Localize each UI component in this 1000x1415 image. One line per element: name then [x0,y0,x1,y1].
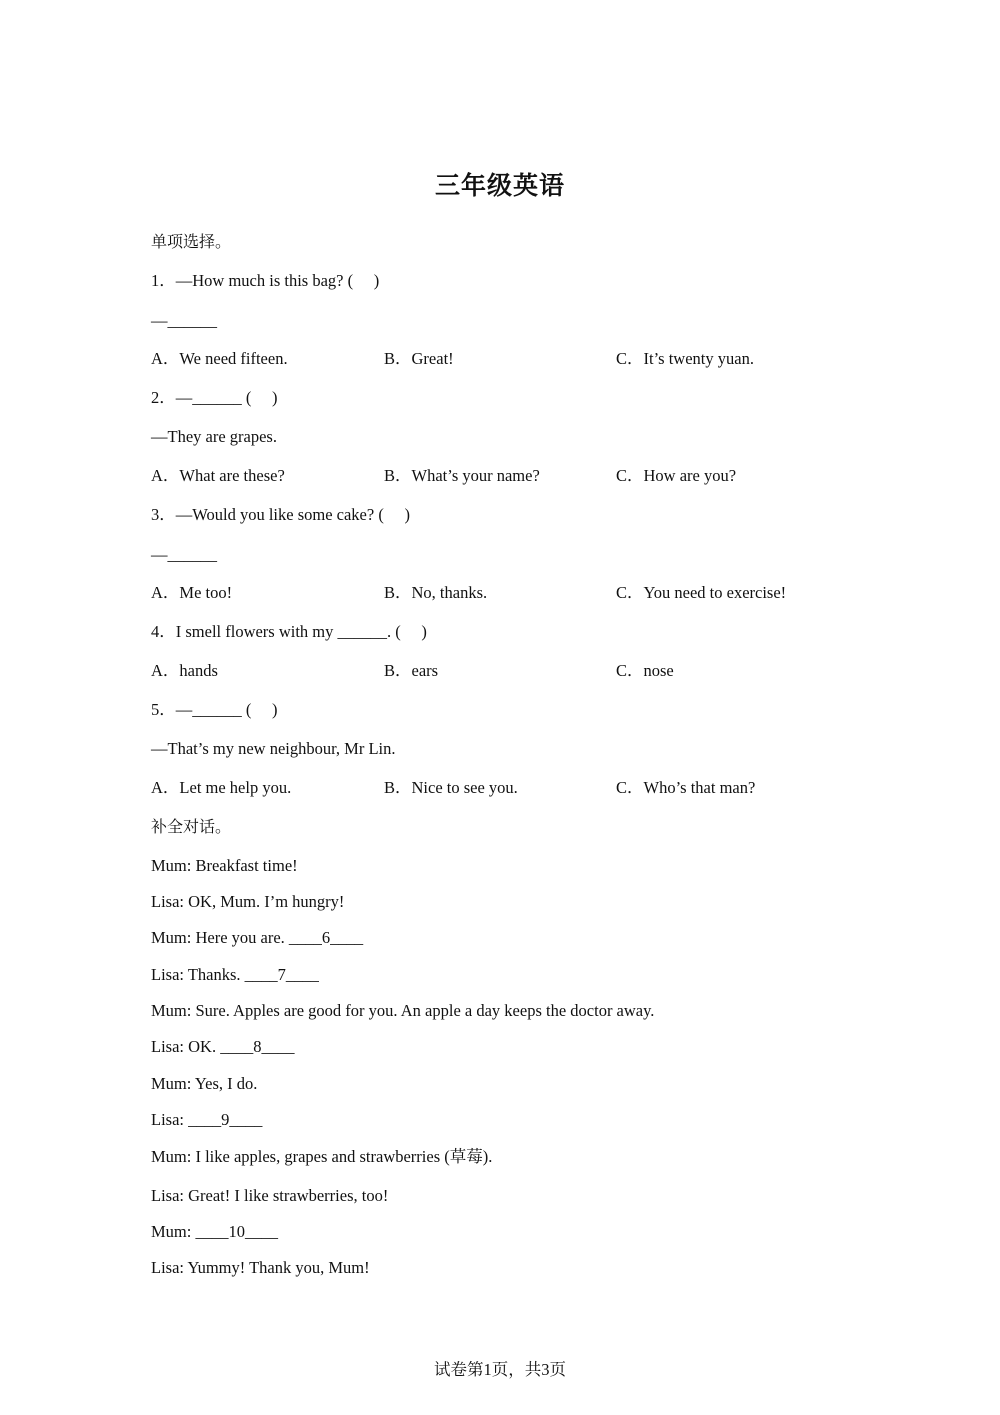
question-1-option-a: A．We need fifteen. [151,349,288,368]
question-3-response: —______ [151,545,217,564]
page-footer: 试卷第1页，共3页 [434,1360,566,1379]
question-3-option-b: B．No, thanks. [384,583,488,602]
question-2-option-c: C．How are you? [616,466,737,485]
question-1-option-b: B．Great! [384,349,454,368]
question-2-option-a: A．What are these? [151,466,285,485]
question-5-response: —That’s my new neighbour, Mr Lin. [151,739,396,758]
section-heading-single-choice: 单项选择。 [151,232,232,251]
question-2-stem: 2．—______ ( ) [151,388,278,407]
question-4-stem: 4．I smell flowers with my ______. ( ) [151,622,427,641]
dialogue-line: Mum: I like apples, grapes and strawberries (草莓). [151,1147,493,1166]
dialogue-line: Mum: ____10____ [151,1222,278,1241]
question-2-response: —They are grapes. [151,427,277,446]
question-4-option-c: C．nose [616,661,674,680]
dialogue-line: Mum: Sure. Apples are good for you. An apple a day keeps the doctor away. [151,1001,655,1020]
dialogue-line: Lisa: OK. ____8____ [151,1037,295,1056]
question-3-option-c: C．You need to exercise! [616,583,787,602]
dialogue-line: Lisa: Yummy! Thank you, Mum! [151,1258,370,1277]
dialogue-line: Lisa: Thanks. ____7____ [151,965,319,984]
dialogue-line: Lisa: Great! I like strawberries, too! [151,1186,389,1205]
dialogue-line: Mum: Breakfast time! [151,856,298,875]
dialogue-line: Mum: Yes, I do. [151,1074,258,1093]
question-4-option-a: A．hands [151,661,218,680]
dialogue-line: Lisa: ____9____ [151,1110,263,1129]
question-2-option-b: B．What’s your name? [384,466,540,485]
question-1-stem: 1．—How much is this bag? ( ) [151,271,380,290]
dialogue-line: Lisa: OK, Mum. I’m hungry! [151,892,345,911]
question-4-option-b: B．ears [384,661,439,680]
page-title: 三年级英语 [434,171,565,200]
question-5-option-b: B．Nice to see you. [384,778,518,797]
question-3-option-a: A．Me too! [151,583,233,602]
question-1-option-c: C．It’s twenty yuan. [616,349,754,368]
question-5-option-c: C．Who’s that man? [616,778,756,797]
question-5-stem: 5．—______ ( ) [151,700,278,719]
dialogue-line: Mum: Here you are. ____6____ [151,928,364,947]
question-3-stem: 3．—Would you like some cake? ( ) [151,505,410,524]
question-1-response: —______ [151,311,217,330]
question-5-option-a: A．Let me help you. [151,778,292,797]
section-heading-complete-dialogue: 补全对话。 [151,817,232,836]
